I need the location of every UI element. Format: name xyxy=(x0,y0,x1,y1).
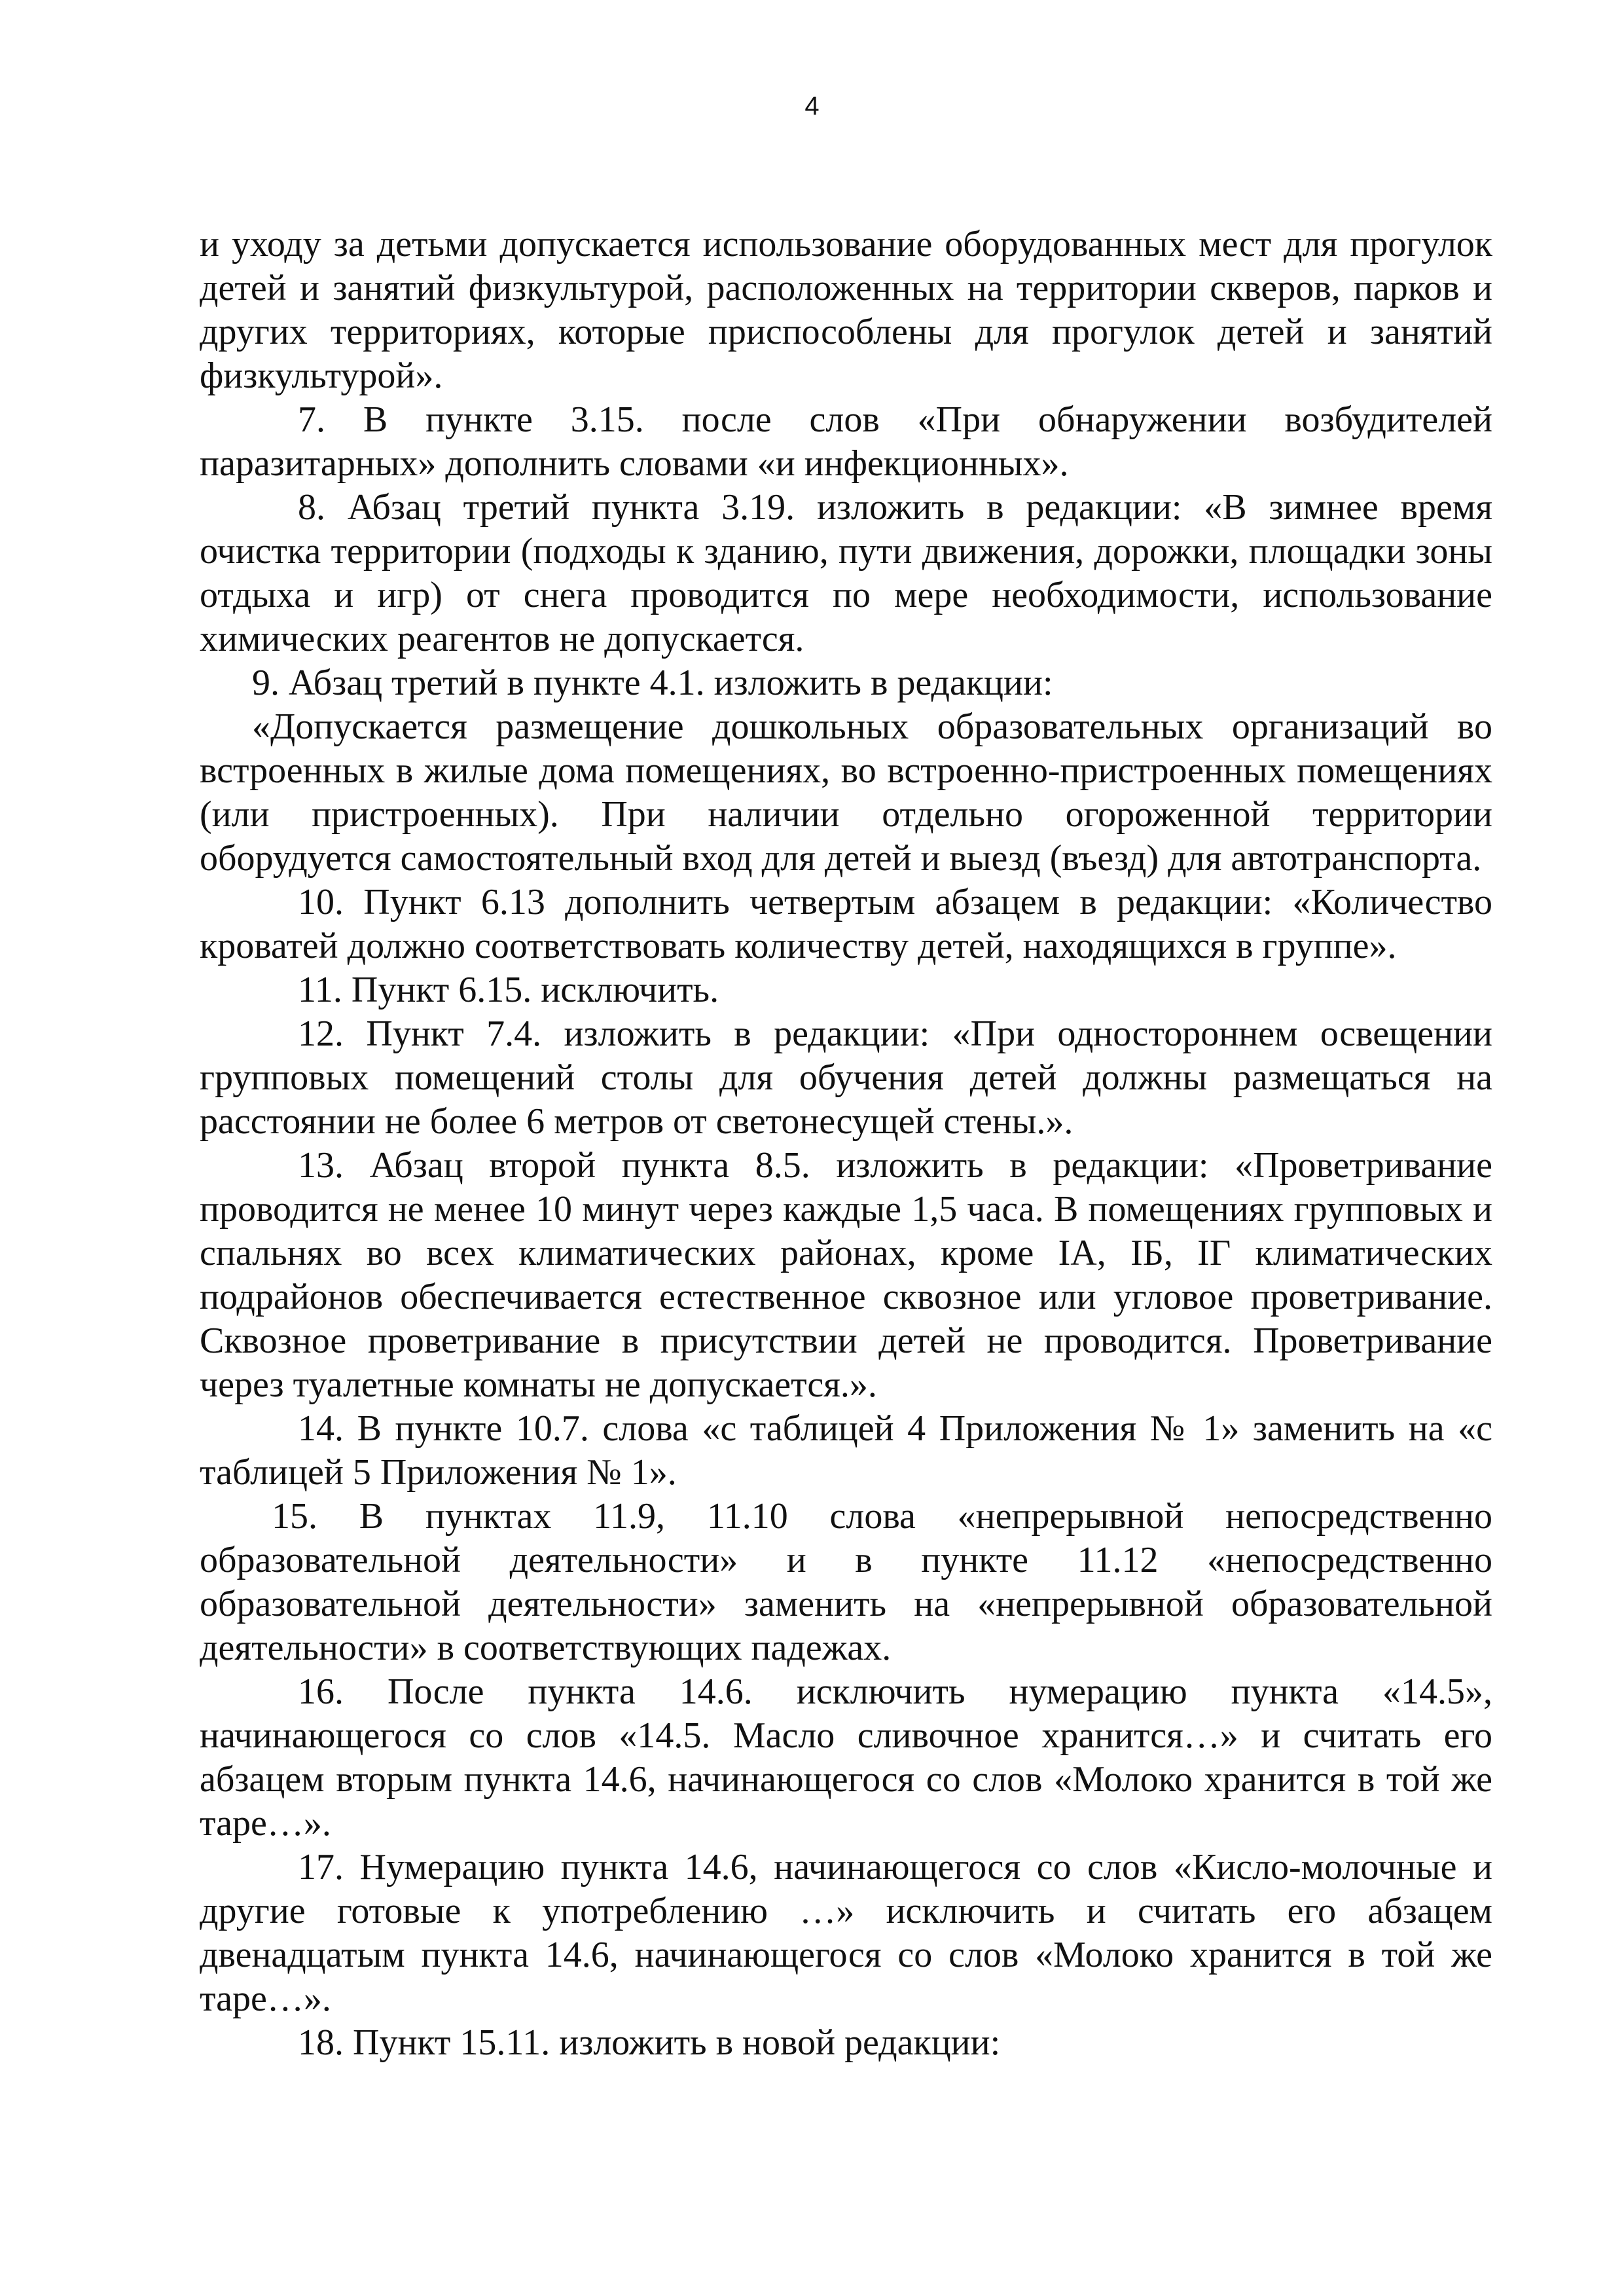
paragraph-item-16: 16. После пункта 14.6. исключить нумерацию пункта «14.5», начинающегося со слов «14.5. Масло сливочное хранится…» и считать его абзацем вторым пункта 14.6, начинающегося со слов «Молоко хранится в той же таре…». xyxy=(200,1671,1492,1844)
paragraph-item-11: 11. Пункт 6.15. исключить. xyxy=(298,970,719,1010)
paragraph-item-15: 15. В пунктах 11.9, 11.10 слова «непрерывной непосредственно образовательной деятельности» и в пункте 11.12 «непосредственно образовательной деятельности» заменить на «непрерывной образовательной деятельности» в соответствующих падежах. xyxy=(200,1496,1492,1668)
paragraph-item-7: 7. В пункте 3.15. после слов «При обнаружении возбудителей паразитарных» дополнить словами «и инфекционных». xyxy=(200,399,1492,484)
paragraph-item-12: 12. Пункт 7.4. изложить в редакции: «При одностороннем освещении групповых помещений столы для обучения детей должны размещаться на расстоянии не более 6 метров от светонесущей стены.». xyxy=(200,1013,1492,1142)
paragraph-continuation: и уходу за детьми допускается использование оборудованных мест для прогулок детей и занятий физкультурой, расположенных на территории скверов, парков и других территориях, которые приспособлены для прогулок детей и занятий физкультурой». xyxy=(200,224,1492,396)
paragraph-item-14: 14. В пункте 10.7. слова «с таблицей 4 Приложения № 1» заменить на «с таблицей 5 Приложения № 1». xyxy=(200,1408,1492,1493)
document-body xyxy=(200,223,1492,2065)
paragraph-item-10: 10. Пункт 6.13 дополнить четвертым абзацем в редакции: «Количество кроватей должно соответствовать количеству детей, находящихся в группе». xyxy=(200,882,1492,966)
paragraph-item-17: 17. Нумерацию пункта 14.6, начинающегося со слов «Кисло-молочные и другие готовые к употреблению …» исключить и считать его абзацем двенадцатым пункта 14.6, начинающегося со слов «Молоко хранится в той же таре…». xyxy=(200,1847,1492,2019)
paragraph-item-9-quote: «Допускается размещение дошкольных образовательных организаций во встроенных в жилые дома помещениях, во встроенно-пристроенных помещениях (или пристроенных). При наличии отдельно огороженной территории оборудуется самостоятельный вход для детей и выезд (въезд) для автотранспорта. xyxy=(200,706,1492,879)
page-number: 4 xyxy=(804,92,820,120)
paragraph-item-9: 9. Абзац третий в пункте 4.1. изложить в редакции: xyxy=(252,663,1053,703)
paragraph-item-8: 8. Абзац третий пункта 3.19. изложить в редакции: «В зимнее время очистка территории (подходы к зданию, пути движения, дорожки, площадки зоны отдыха и игр) от снега проводится по мере необходимости, использование химических реагентов не допускается. xyxy=(200,487,1492,659)
paragraph-item-13: 13. Абзац второй пункта 8.5. изложить в редакции: «Проветривание проводится не менее 10 минут через каждые 1,5 часа. В помещениях групповых и спальнях во всех климатических районах, кроме IA, IБ, IГ климатических подрайонов обеспечивается естественное сквозное или угловое проветривание. Сквозное проветривание в присутствии детей не проводится. Проветривание через туалетные комнаты не допускается.». xyxy=(200,1145,1492,1405)
paragraph-item-18: 18. Пункт 15.11. изложить в новой редакции: xyxy=(298,2022,1001,2063)
